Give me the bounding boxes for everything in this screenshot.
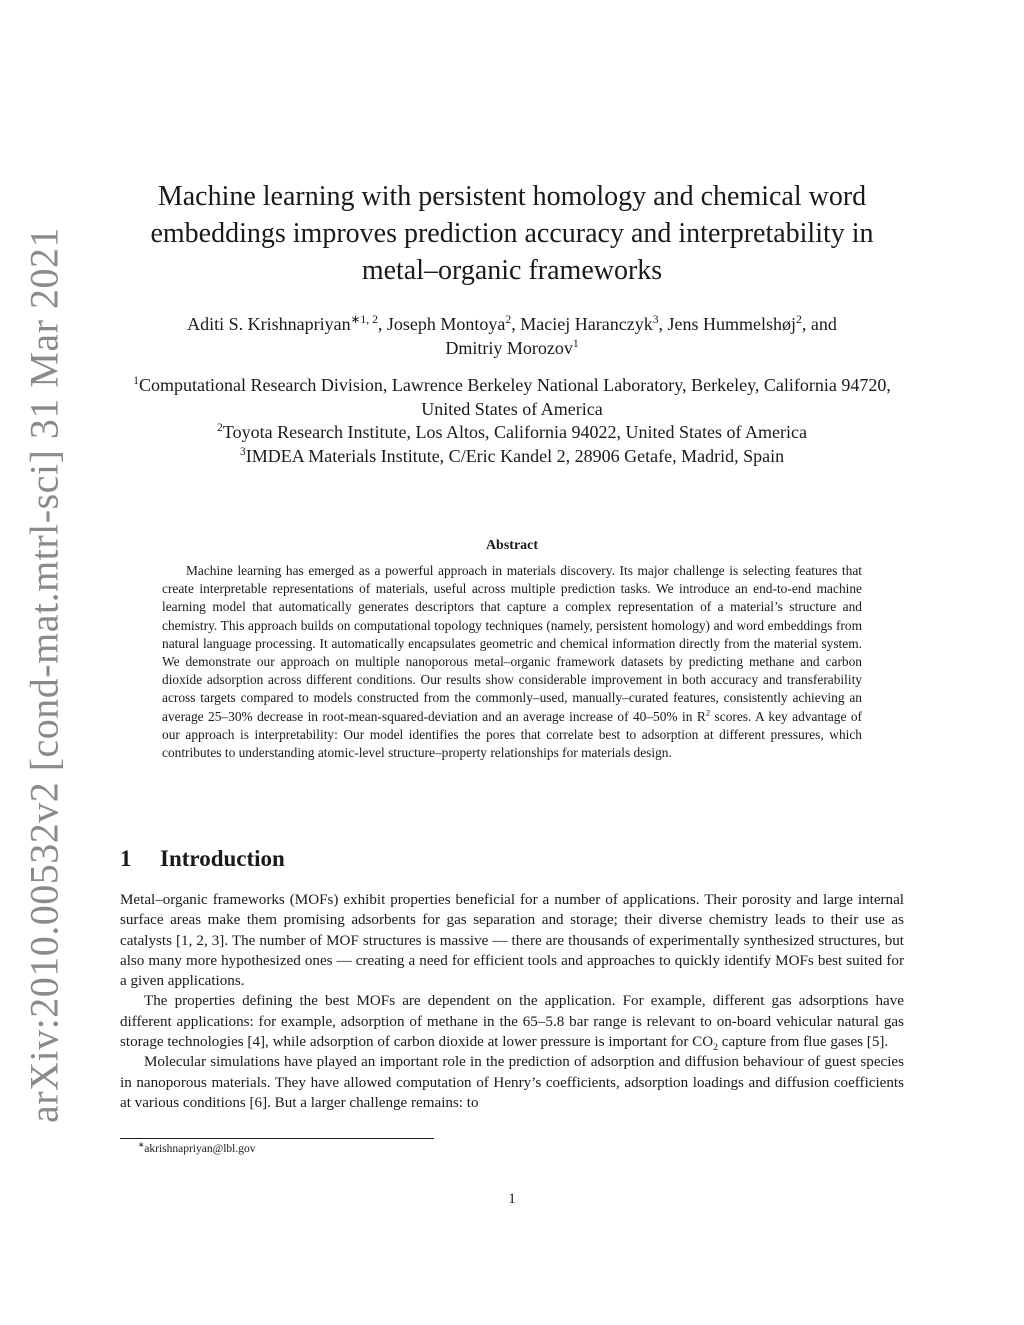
- introduction-body: [120, 890, 904, 1113]
- affiliation-mark: 3: [239, 444, 246, 458]
- author-name: Maciej Haranczyk: [520, 314, 653, 334]
- abstract-body: [162, 562, 862, 762]
- paragraph: Metal–organic frameworks (MOFs) exhibit properties beneficial for a number of applications. Their porosity and large internal surface areas make them promising adsorbents for gas separation and storage; their diverse chemistry leads to their use as catalysts [1, 2, 3]. The number of MOF structures is massive — there are thousands of experimentally synthesized structures, but also many more hypothesized ones — creating a need for efficient tools and approaches to quickly identify MOFs best suited for a given applications.: [120, 892, 904, 990]
- author-list: [120, 312, 904, 360]
- footnote-email: akrishnapriyan@lbl.gov: [144, 1143, 256, 1155]
- author-affiliation-mark: 2: [505, 313, 512, 326]
- author-affiliation-mark: 2: [796, 313, 802, 326]
- author-name: Dmitriy Morozov: [445, 338, 573, 358]
- affiliation-item: [120, 374, 904, 421]
- affiliation-item: [120, 421, 904, 445]
- affiliation-text: Toyota Research Institute, Los Altos, California 94022, United States of America: [222, 422, 807, 442]
- author-separator: ,: [658, 314, 668, 334]
- paragraph-text: capture from flue gases [5].: [718, 1034, 889, 1051]
- section-heading: [120, 846, 285, 872]
- author-separator: , and: [801, 314, 837, 334]
- paragraph: Molecular simulations have played an important role in the prediction of adsorption and diffusion behaviour of guest species in nanoporous materials. They have allowed computation of Henry’s coefficients, adsorption loadings and diffusion coefficients at various conditions [6]. But a larger challenge remains: to: [120, 1054, 904, 1111]
- abstract-heading: Abstract: [485, 538, 539, 553]
- author-affiliation-mark: 1: [572, 337, 579, 350]
- affiliation-list: [120, 374, 904, 468]
- affiliation-mark: 2: [217, 421, 223, 434]
- paragraph-text: The properties defining the best MOFs are dependent on the application. For example, different gas adsorptions have different applications: for example, adsorption of methane in the 65–5.8 bar range is relevant to on-board vehicular natural gas storage technologies [4], while adsorption of carbon dioxide at lower pressure is important for CO: [120, 993, 904, 1051]
- abstract-text: Machine learning has emerged as a powerful approach in materials discovery. Its major challenge is selecting features that create interpretable representations of materials, useful across multiple prediction tasks. We introduce an end-to-end machine learning model that automatically generates descriptors that capture a complex representation of a material’s structure and chemistry. This approach builds on computational topology techniques (namely, persistent homology) and word embeddings from natural language processing. It automatically encapsulates geometric and chemical information directly from the material system. We demonstrate our approach on multiple nanoporous metal–organic framework datasets by predicting methane and carbon dioxide adsorption across different conditions. Our results show considerable improvement in both accuracy and transferability across targets compared to models constructed from the commonly–used, manually–curated features, consistently achieving an average 25–30% decrease in root-mean-squared-deviation and an average increase of 40–50% in R: [162, 563, 862, 724]
- affiliation-mark: 1: [133, 374, 139, 387]
- section-number: 1: [120, 846, 132, 871]
- footnote-divider: [120, 1138, 434, 1139]
- abstract-text: scores. A key advantage of our approach is interpretability: Our model identifies the pores that correlate best to adsorption at different pressures, which contributes to understanding atomic-level structure–property relationships for materials design.: [162, 708, 862, 761]
- footnote-mark: ∗: [138, 1140, 145, 1150]
- paragraph: [120, 991, 904, 1052]
- footnote: [138, 1140, 256, 1155]
- author-name: Jens Hummelshøj: [667, 314, 797, 334]
- paper-title: Machine learning with persistent homology and chemical word embeddings improves prediction accuracy and interpretability in metal–organic frameworks: [150, 181, 874, 286]
- affiliation-text: IMDEA Materials Institute, C/Eric Kandel 2, 28906 Getafe, Madrid, Spain: [245, 445, 785, 466]
- author-separator: ,: [511, 314, 521, 334]
- arxiv-identifier-stamp: arXiv:2010.00532v2 [cond-mat.mtrl-sci] 31 Mar 2021: [21, 227, 67, 1123]
- author-name: Joseph Montoya: [386, 314, 506, 334]
- affiliation-text: Computational Research Division, Lawrence Berkeley National Laboratory, Berkeley, California 94720, United States of America: [138, 375, 891, 419]
- superscript: 2: [705, 707, 711, 718]
- author-separator: ,: [377, 314, 387, 334]
- author-name: Aditi S. Krishnapriyan: [187, 314, 351, 334]
- author-affiliation-mark: 3: [652, 313, 659, 326]
- page-number: 1: [508, 1191, 516, 1207]
- subscript: 2: [713, 1042, 719, 1054]
- author-affiliation-mark: ∗1, 2: [350, 313, 378, 326]
- section-title: Introduction: [160, 846, 285, 871]
- affiliation-item: [120, 445, 904, 469]
